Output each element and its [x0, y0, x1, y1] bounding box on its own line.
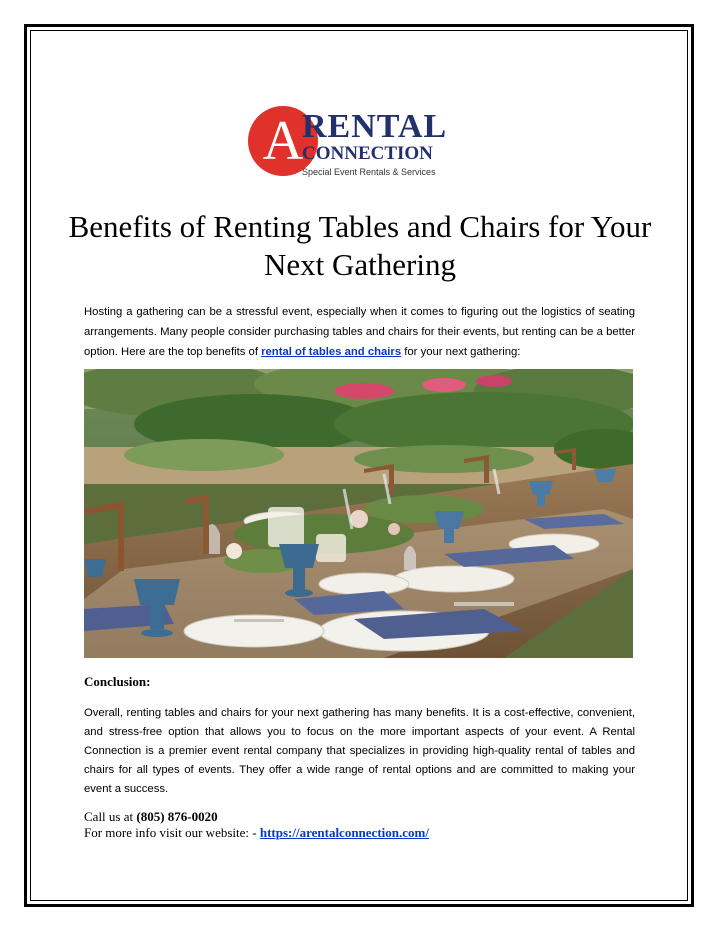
phone-number: (805) 876-0020 — [136, 809, 218, 824]
intro-text: Hosting a gathering can be a stressful event, especially when it comes to figuring out the logistics of seating arrangements. Many people consider purchasing tables and chairs for their events, but renting can be a better option. Here are the top benefits of — [84, 306, 635, 358]
logo-tagline: Special Event Rentals & Services — [302, 167, 436, 177]
conclusion-paragraph: Overall, renting tables and chairs for your next gathering has many benefits. It is a cost-effective, convenient, and stress-free option that allows you to focus on the more important aspects of your event. A Rental Connection is a premier event rental company that specializes in providing high-quality rental of tables and chairs for all types of events. They offer a wide range of rental options and are committed to making your event a success. — [84, 707, 635, 795]
event-table-photo — [84, 369, 633, 658]
call-prefix: Call us at — [84, 809, 137, 824]
rental-tables-chairs-link[interactable]: rental of tables and chairs — [261, 346, 402, 358]
intro-text-end: for your next gathering: — [401, 346, 521, 358]
call-line — [84, 809, 218, 825]
logo-letter: A — [262, 110, 304, 172]
conclusion-heading: Conclusion: — [84, 674, 151, 689]
company-logo — [248, 106, 460, 182]
logo-name-line1: RENTAL — [302, 108, 448, 145]
logo-name-line2: CONNECTION — [302, 143, 433, 164]
page-title: Benefits of Renting Tables and Chairs for Your Next Gathering — [68, 209, 652, 282]
website-prefix: For more info visit our website: - — [84, 825, 260, 840]
website-link[interactable]: https://arentalconnection.com/ — [259, 825, 429, 840]
website-line — [84, 825, 429, 841]
intro-paragraph — [84, 302, 635, 362]
